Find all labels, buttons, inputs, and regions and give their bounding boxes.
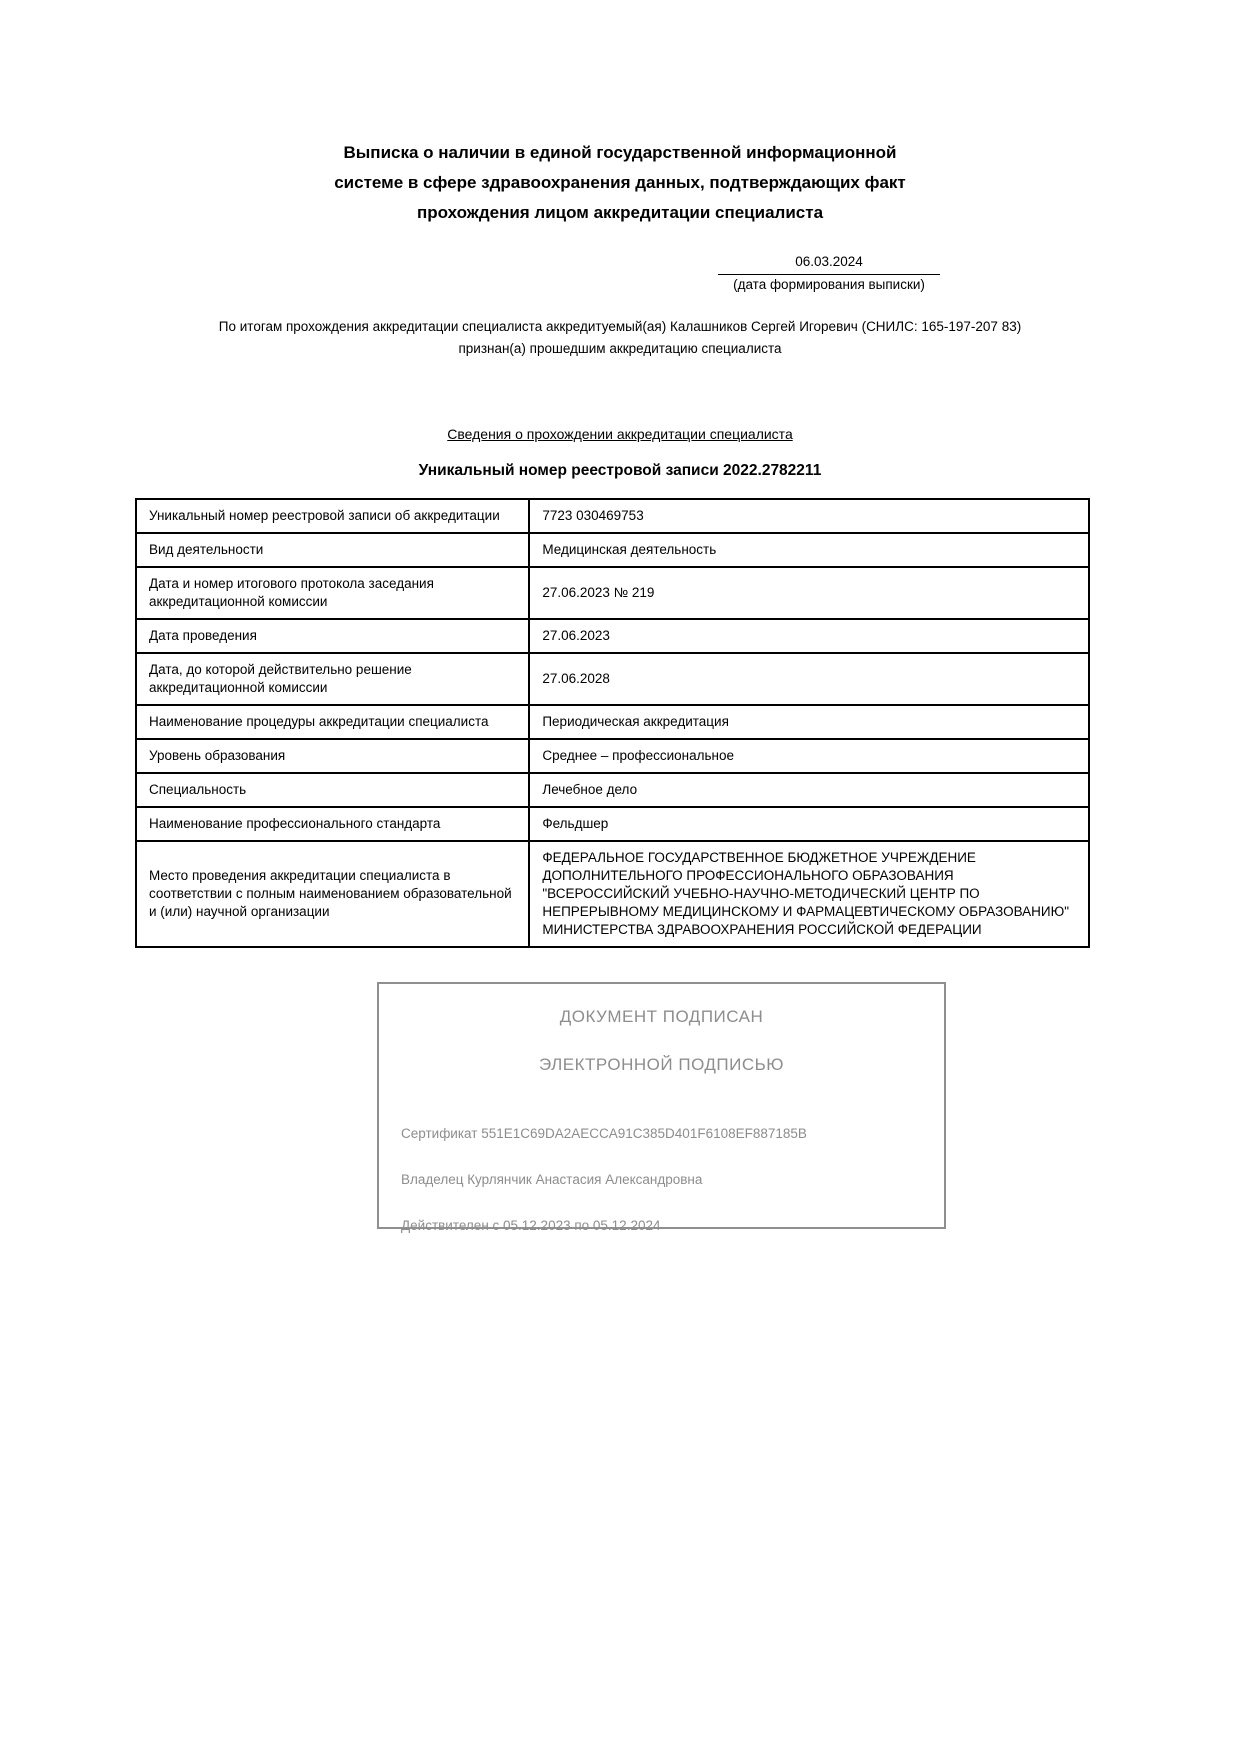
row-value-cell: Лечебное дело: [529, 773, 1089, 807]
row-value-cell: Фельдшер: [529, 807, 1089, 841]
table-row: [136, 499, 1089, 533]
row-label-cell: Наименование процедуры аккредитации специалиста: [136, 705, 529, 739]
table-row: [136, 533, 1089, 567]
table-row: [136, 807, 1089, 841]
row-value-cell: 27.06.2023 № 219: [529, 567, 1089, 619]
intro-line: По итогам прохождения аккредитации специалиста аккредитуемый(ая) Калашников Сергей Игоревич (СНИЛС: 165-197-207 83): [218, 319, 1022, 334]
table-row: [136, 619, 1089, 653]
row-value-cell: 27.06.2028: [529, 653, 1089, 705]
title-line: прохождения лицом аккредитации специалиста: [416, 203, 824, 222]
signature-title-line1: ДОКУМЕНТ ПОДПИСАН: [559, 1007, 764, 1026]
row-label-cell: Наименование профессионального стандарта: [136, 807, 529, 841]
extract-date-caption: (дата формирования выписки): [733, 277, 925, 292]
table-row: [136, 739, 1089, 773]
row-label-cell: Дата проведения: [136, 619, 529, 653]
row-value-cell: Среднее – профессиональное: [529, 739, 1089, 773]
signature-validity: Действителен с 05.12.2023 по 05.12.2024: [401, 1218, 661, 1233]
table-row: [136, 653, 1089, 705]
extract-date-block: [718, 252, 940, 294]
row-label-cell: Уровень образования: [136, 739, 529, 773]
title-line: Выписка о наличии в единой государственной информационной: [343, 143, 897, 162]
row-value-cell: 27.06.2023: [529, 619, 1089, 653]
row-label-cell: Уникальный номер реестровой записи об аккредитации: [136, 499, 529, 533]
table-row: [136, 705, 1089, 739]
table-row: [136, 773, 1089, 807]
registry-number-heading: Уникальный номер реестровой записи 2022.2782211: [418, 462, 822, 479]
table-row: [136, 841, 1089, 947]
intro-paragraph: [0, 316, 1240, 360]
row-label-cell: Специальность: [136, 773, 529, 807]
row-label-cell: Дата и номер итогового протокола заседания аккредитационной комиссии: [136, 567, 529, 619]
signature-stamp: [377, 982, 946, 1233]
row-label-cell: Место проведения аккредитации специалиста в соответствии с полным наименованием образовательной и (или) научной организации: [136, 841, 529, 947]
row-value-cell: 7723 030469753: [529, 499, 1089, 533]
intro-line: признан(а) прошедшим аккредитацию специалиста: [458, 341, 782, 356]
row-label-cell: Дата, до которой действительно решение аккредитационной комиссии: [136, 653, 529, 705]
signature-certificate: Сертификат 551E1C69DA2AECCA91C385D401F6108EF887185B: [401, 1126, 807, 1141]
row-value-cell: Медицинская деятельность: [529, 533, 1089, 567]
row-value-cell: ФЕДЕРАЛЬНОЕ ГОСУДАРСТВЕННОЕ БЮДЖЕТНОЕ УЧРЕЖДЕНИЕ ДОПОЛНИТЕЛЬНОГО ПРОФЕССИОНАЛЬНОГО ОБРАЗОВАНИЯ "ВСЕРОССИЙСКИЙ УЧЕБНО-НАУЧНО-МЕТОДИЧЕСКИЙ ЦЕНТР ПО НЕПРЕРЫВНОМУ МЕДИЦИНСКОМУ И ФАРМАЦЕВТИЧЕСКОМУ ОБРАЗОВАНИЮ" МИНИСТЕРСТВА ЗДРАВООХРАНЕНИЯ РОССИЙСКОЙ ФЕДЕРАЦИИ: [529, 841, 1089, 947]
accreditation-table: [135, 498, 1090, 948]
extract-date: 06.03.2024: [718, 252, 940, 275]
row-value-cell: Периодическая аккредитация: [529, 705, 1089, 739]
signature-owner: Владелец Курлянчик Анастасия Александровна: [401, 1172, 703, 1187]
document-title: [0, 138, 1240, 228]
signature-title-line2: ЭЛЕКТРОННОЙ ПОДПИСЬЮ: [539, 1055, 784, 1074]
table-row: [136, 567, 1089, 619]
row-label-cell: Вид деятельности: [136, 533, 529, 567]
title-line: системе в сфере здравоохранения данных, подтверждающих факт: [334, 173, 906, 192]
section-heading: Сведения о прохождении аккредитации специалиста: [447, 426, 793, 442]
